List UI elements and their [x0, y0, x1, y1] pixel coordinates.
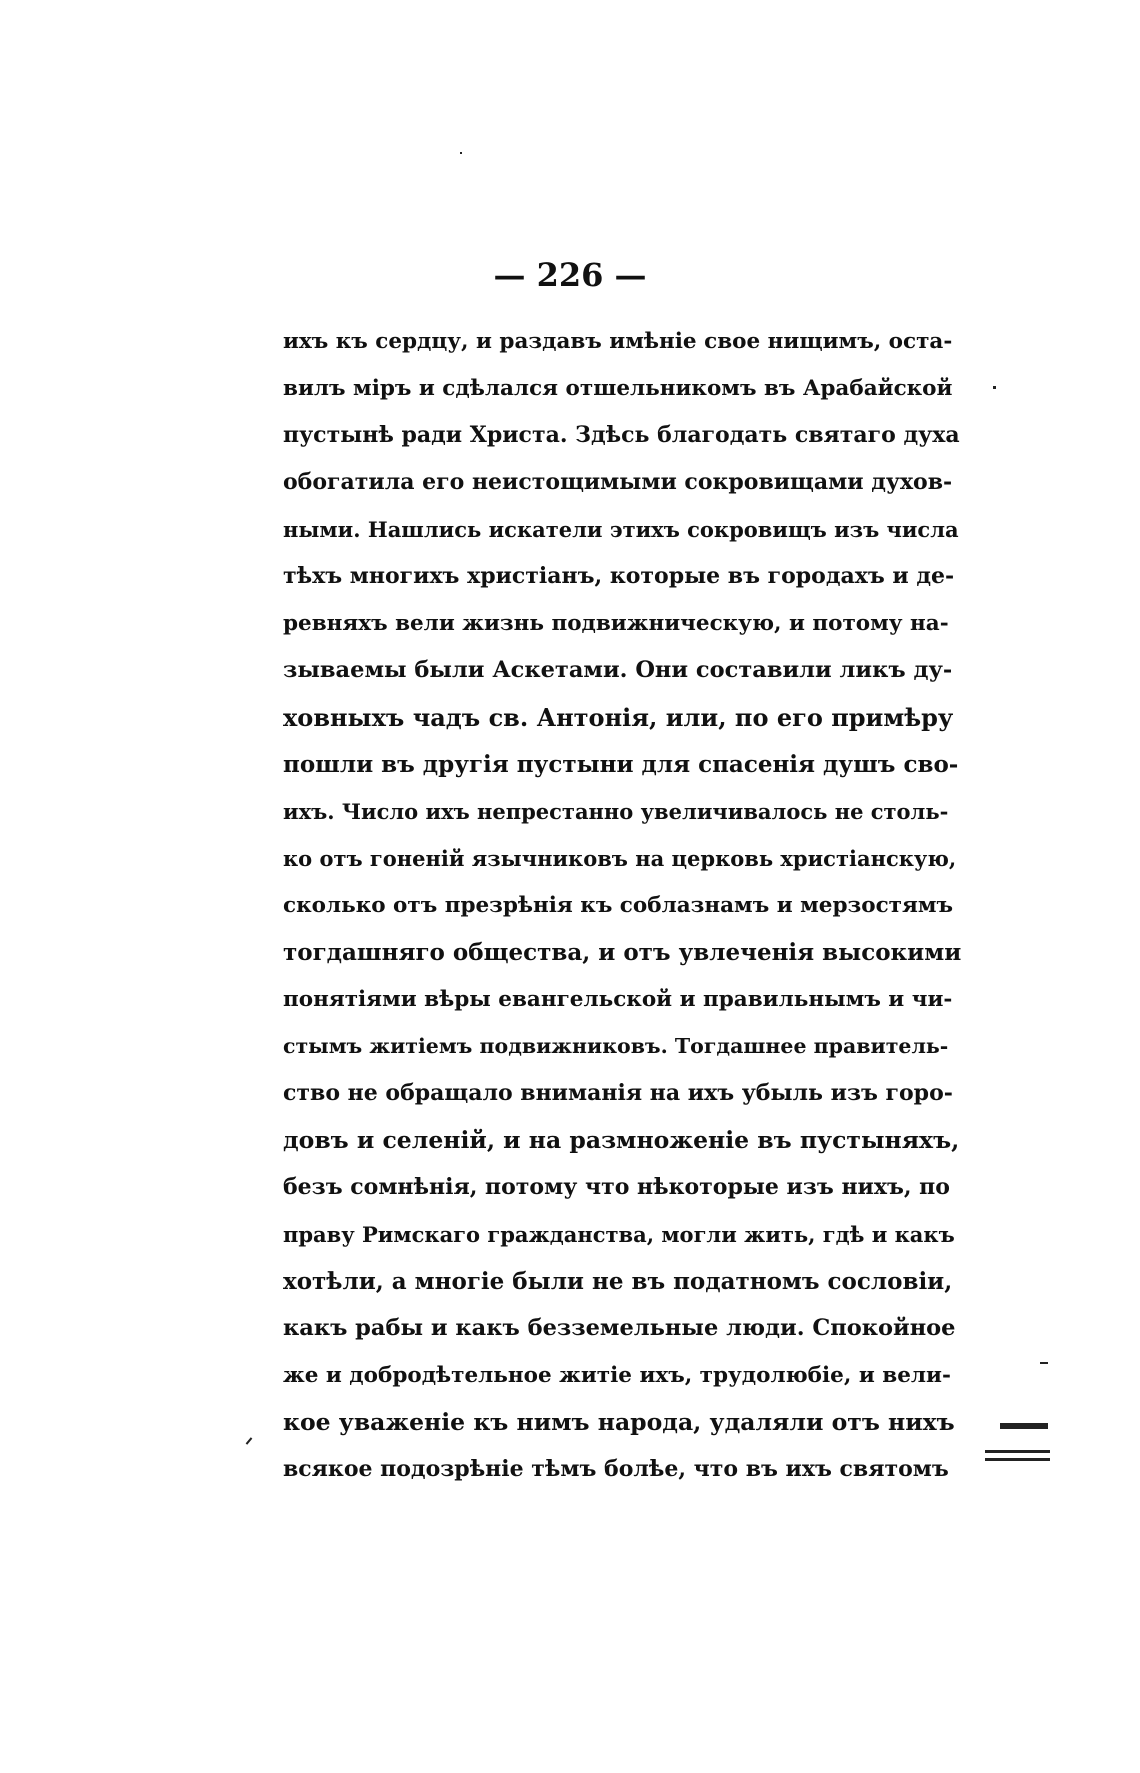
text-line: ихъ. Число ихъ непрестанно увеличивалось не столь-	[283, 799, 949, 824]
text-line: ховныхъ чадъ св. Антонія, или, по его примѣру	[283, 703, 954, 732]
text-line: вилъ міръ и сдѣлался отшельникомъ въ Арабайской	[283, 376, 953, 401]
margin-mark	[1000, 1423, 1048, 1429]
text-line: хотѣли, а многіе были не въ податномъ сословіи,	[283, 1268, 953, 1295]
page-number: — 226 —	[493, 256, 647, 294]
text-line: какъ рабы и какъ безземельные люди. Спокойное	[283, 1315, 956, 1341]
text-line: стымъ житіемъ подвижниковъ. Тогдашнее правитель-	[283, 1034, 949, 1058]
text-line: понятіями вѣры евангельской и правильнымъ и чи-	[283, 987, 953, 1012]
text-line: зываемы были Аскетами. Они составили ликъ ду-	[283, 657, 953, 683]
text-line: сколько отъ презрѣнія къ соблазнамъ и мерзостямъ	[283, 893, 954, 918]
text-line: довъ и селеній, и на размноженіе въ пустыняхъ,	[283, 1126, 960, 1154]
text-line: ревняхъ вели жизнь подвижническую, и потому на-	[283, 611, 949, 636]
text-line: всякое подозрѣніе тѣмъ болѣе, что въ ихъ святомъ	[283, 1456, 949, 1482]
margin-mark	[993, 386, 996, 389]
text-line: пошли въ другія пустыни для спасенія душъ сво-	[283, 751, 959, 778]
margin-mark	[246, 1437, 253, 1444]
margin-mark	[985, 1458, 1050, 1461]
margin-mark	[985, 1450, 1050, 1453]
text-line: ство не обращало вниманія на ихъ убыль изъ горо-	[283, 1080, 953, 1106]
text-line: тогдашняго общества, и отъ увлеченія высокими	[283, 939, 962, 966]
text-line: ными. Нашлись искатели этихъ сокровищъ изъ числа	[283, 517, 959, 542]
text-line: кое уваженіе къ нимъ народа, удаляли отъ нихъ	[283, 1408, 955, 1436]
margin-mark	[1040, 1362, 1048, 1364]
text-line: обогатила его неистощимыми сокровищами духов-	[283, 469, 953, 495]
body-text	[283, 318, 963, 1493]
text-line: ко отъ гоненій язычниковъ на церковь христіанскую,	[283, 846, 957, 871]
text-line: тѣхъ многихъ христіанъ, которые въ городахъ и де-	[283, 563, 955, 589]
text-line: безъ сомнѣнія, потому что нѣкоторые изъ нихъ, по	[283, 1174, 950, 1200]
text-line: пустынѣ ради Христа. Здѣсь благодать святаго духа	[283, 422, 960, 448]
text-line: праву Римскаго гражданства, могли жить, гдѣ и какъ	[283, 1222, 955, 1247]
text-line: ихъ къ сердцу, и раздавъ имѣніе свое нищимъ, оста-	[283, 329, 953, 354]
text-line: же и добродѣтельное житіе ихъ, трудолюбіе, и вели-	[283, 1363, 951, 1388]
margin-mark	[460, 152, 462, 154]
